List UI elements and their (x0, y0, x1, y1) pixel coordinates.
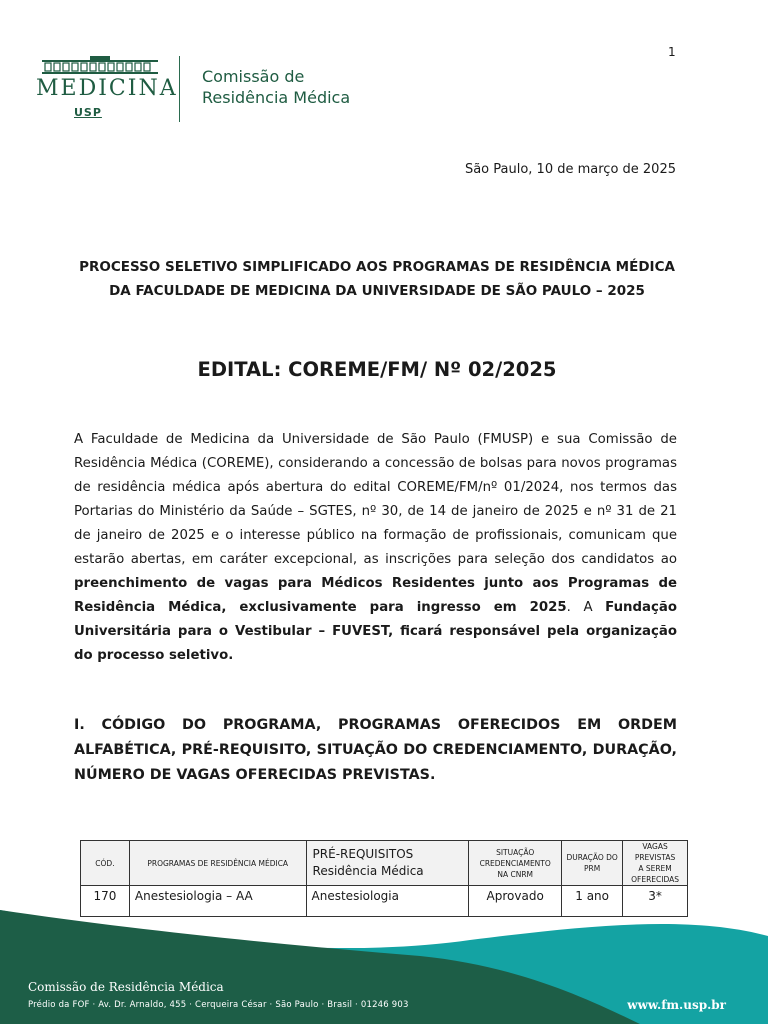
cell-cod: 170 (81, 886, 130, 917)
cell-pre-requisito: Anestesiologia (306, 886, 469, 917)
cell-programa: Anestesiologia – AA (129, 886, 306, 917)
header-situacao: SITUAÇÃO CREDENCIAMENTO NA CNRM (469, 841, 562, 886)
header-duracao: DURAÇÃO DO PRM (562, 841, 623, 886)
section-heading: I. CÓDIGO DO PROGRAMA, PROGRAMAS OFERECIDOS EM ORDEM ALFABÉTICA, PRÉ-REQUISITO, SITUAÇÃO DO CREDENCIAMENTO, DURAÇÃO, NÚMERO DE VAGAS OFERECIDAS PREVISTAS. (74, 717, 677, 783)
cell-duracao: 1 ano (562, 886, 623, 917)
document-date: São Paulo, 10 de março de 2025 (464, 162, 676, 177)
table-header-row (81, 841, 688, 886)
cell-vagas: 3* (623, 886, 688, 917)
building-icon (42, 56, 158, 74)
header-cod: CÓD. (81, 841, 130, 886)
logo-usp: USP (74, 106, 102, 119)
cell-situacao: Aprovado (469, 886, 562, 917)
logo-line-1: Comissão de (202, 67, 305, 86)
document-title: PROCESSO SELETIVO SIMPLIFICADO AOS PROGRAMAS DE RESIDÊNCIA MÉDICA DA FACULDADE DE MEDICINA DA UNIVERSIDADE DE SÃO PAULO – 2025 (79, 259, 675, 299)
header-pre-requisitos (306, 841, 469, 886)
intro-text-1: A Faculdade de Medicina da Universidade de São Paulo (FMUSP) e sua Comissão de Residência Médica (COREME), considerando a concessão de bolsas para novos programas de residência médica após abertura do edital COREME/FM/nº 01/2024, nos termos das Portarias do Ministério da Saúde – SGTES, nº 30, de 14 de janeiro de 2025 e nº 31 de 21 de janeiro de 2025 e o interesse público na formação de profissionais, comunicam que estarão abertas, em caráter excepcional, as inscrições para seleção dos candidatos ao (74, 432, 677, 567)
logo-department (202, 66, 350, 108)
header-vagas: VAGAS PREVISTAS A SEREM OFERECIDAS (623, 841, 688, 886)
footer-url-link[interactable]: www.fm.usp.br (627, 998, 726, 1012)
page-number: 1 (668, 45, 676, 59)
logo-line-2: Residência Médica (202, 88, 351, 107)
header-programas: PROGRAMAS DE RESIDÊNCIA MÉDICA (129, 841, 306, 886)
header-pre-line-1: PRÉ-REQUISITOS (312, 847, 414, 861)
edital-heading: EDITAL: COREME/FM/ Nº 02/2025 (197, 358, 557, 381)
header-pre-line-2: Residência Médica (312, 864, 424, 878)
footer-address: Prédio da FOF · Av. Dr. Arnaldo, 455 · Cerqueira César · São Paulo · Brasil · 01246 903 (28, 1000, 409, 1010)
footer-title: Comissão de Residência Médica (28, 980, 224, 994)
intro-text-2: . A (566, 600, 606, 615)
intro-bold-1: preenchimento de vagas para Médicos Residentes junto aos Programas de Residência Médica, exclusivamente para ingresso em 2025 (74, 576, 677, 615)
logo-divider (179, 56, 180, 122)
intro-paragraph (74, 428, 677, 668)
medicina-logo (36, 56, 366, 126)
intro-bold-2: Fundação Universitária para o Vestibular – FUVEST, ficará responsável pela organização do processo seletivo. (74, 600, 678, 663)
logo-wordmark: MEDICINA (36, 76, 178, 101)
